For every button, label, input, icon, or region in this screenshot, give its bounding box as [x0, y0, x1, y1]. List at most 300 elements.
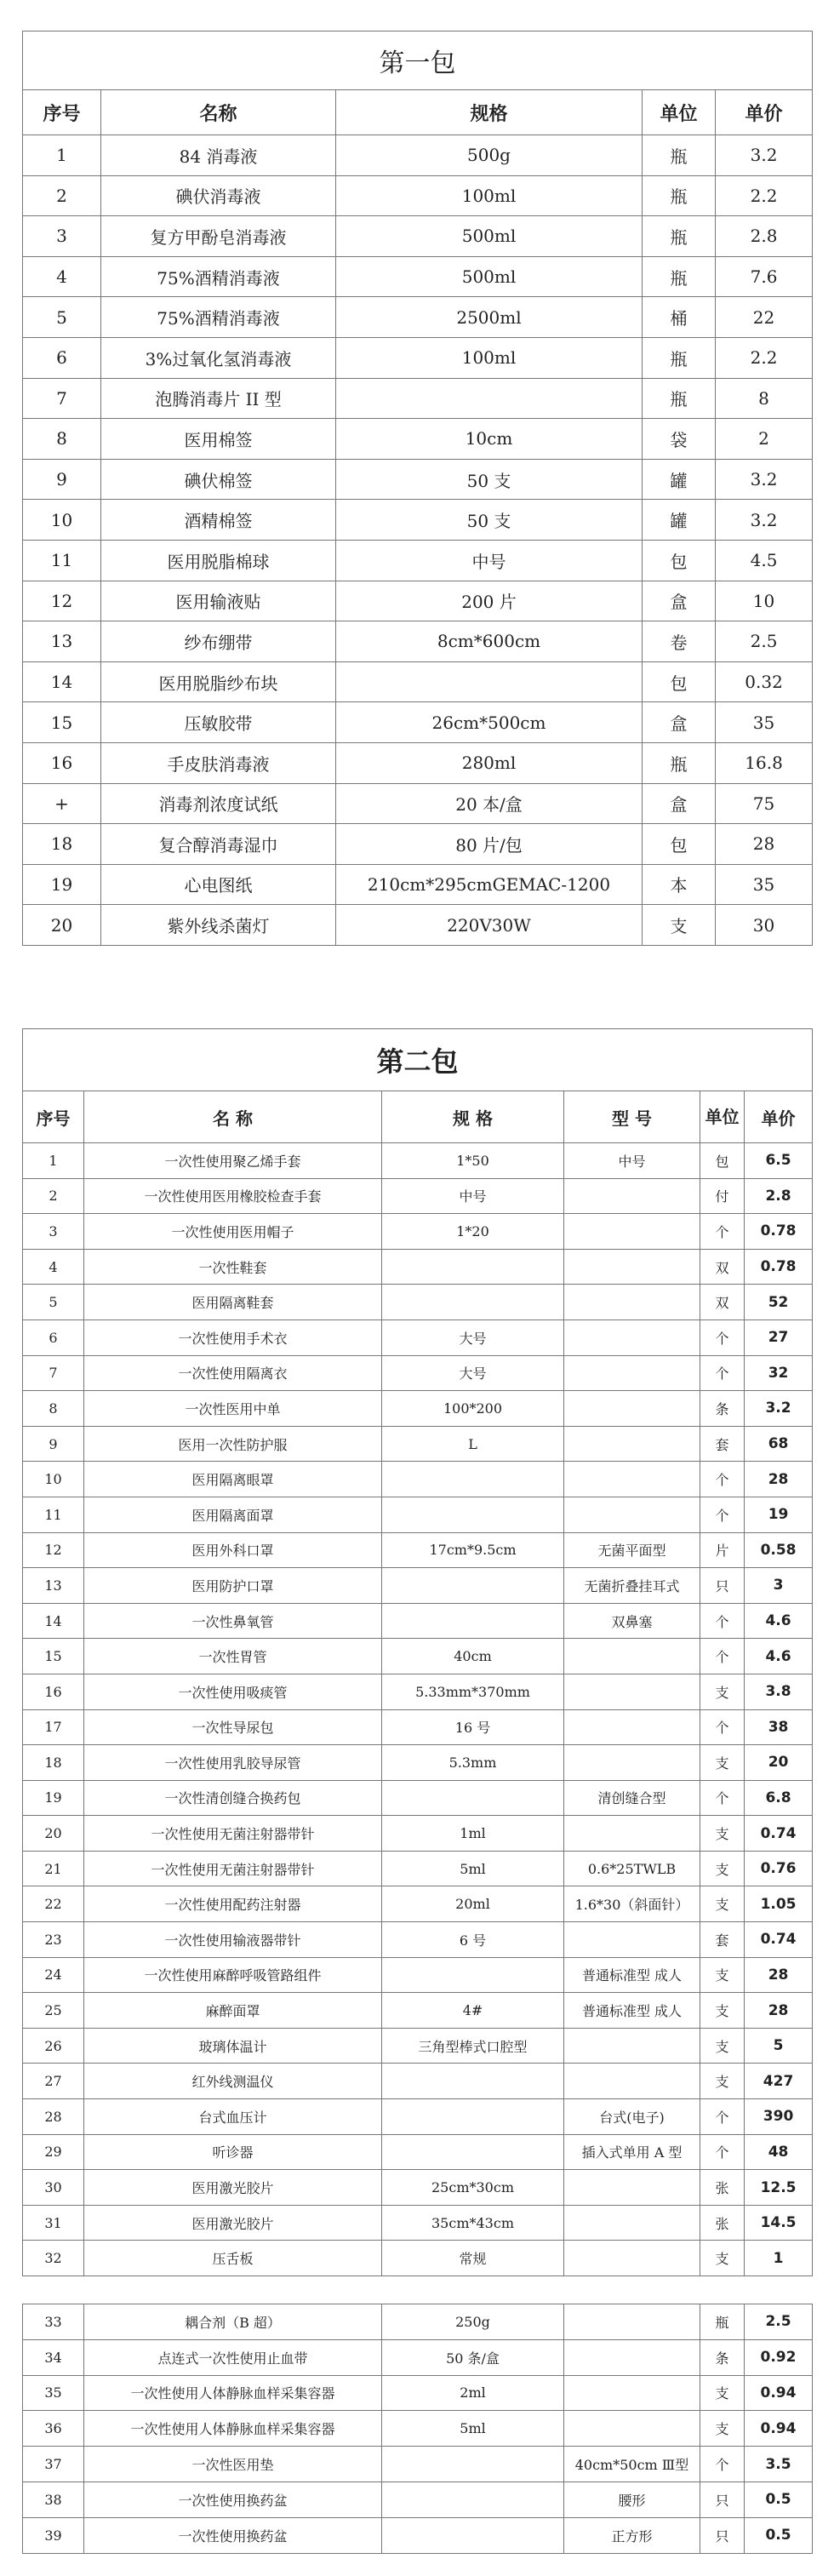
cell-spec: 17cm*9.5cm	[382, 1532, 564, 1568]
cell-name: 酒精棉签	[101, 500, 336, 541]
cell-unit: 支	[700, 1745, 745, 1781]
package2-table	[22, 1028, 813, 2276]
table-row	[23, 2304, 813, 2340]
cell-spec: 40cm	[382, 1639, 564, 1674]
cell-name: 红外线测温仪	[84, 2064, 382, 2099]
table-row	[23, 1745, 813, 1781]
cell-name: 一次性使用配药注射器	[84, 1886, 382, 1922]
cell-index: 25	[23, 1993, 84, 2029]
header-model: 型 号	[564, 1091, 700, 1143]
cell-name: 一次性导尿包	[84, 1709, 382, 1745]
cell-price: 0.5	[745, 2517, 813, 2553]
cell-index: 26	[23, 2028, 84, 2064]
table-row	[23, 1143, 813, 1179]
table-row	[23, 742, 813, 783]
cell-price: 3.2	[716, 135, 813, 176]
cell-spec: 4#	[382, 1993, 564, 2029]
cell-index: 16	[23, 1674, 84, 1709]
cell-unit: 个	[700, 1639, 745, 1674]
cell-price: 0.78	[745, 1214, 813, 1250]
cell-unit: 片	[700, 1532, 745, 1568]
cell-price: 6.5	[745, 1143, 813, 1179]
cell-unit: 支	[700, 2375, 745, 2411]
cell-unit: 包	[643, 824, 716, 865]
cell-name: 一次性胃管	[84, 1639, 382, 1674]
cell-name: 医用激光胶片	[84, 2170, 382, 2206]
cell-name: 一次性使用人体静脉血样采集容器	[84, 2411, 382, 2447]
cell-index: 19	[23, 864, 101, 905]
cell-unit: 只	[700, 2482, 745, 2517]
cell-price: 0.76	[745, 1851, 813, 1886]
cell-model	[564, 1285, 700, 1320]
cell-model	[564, 1497, 700, 1532]
table-row	[23, 459, 813, 500]
cell-spec: 25cm*30cm	[382, 2170, 564, 2206]
cell-name: 医用隔离鞋套	[84, 1285, 382, 1320]
cell-unit: 瓶	[643, 175, 716, 216]
cell-index: 3	[23, 216, 101, 257]
cell-unit: 个	[700, 1462, 745, 1497]
cell-spec: 250g	[382, 2304, 564, 2340]
cell-spec: 100ml	[336, 175, 643, 216]
cell-index: 23	[23, 1922, 84, 1958]
cell-name: 医用外科口罩	[84, 1532, 382, 1568]
cell-spec: 5.3mm	[382, 1745, 564, 1781]
cell-price: 3.2	[745, 1391, 813, 1427]
cell-model	[564, 1709, 700, 1745]
cell-price: 390	[745, 2099, 813, 2135]
cell-model	[564, 2241, 700, 2276]
cell-price: 4.5	[716, 540, 813, 581]
cell-spec: 500g	[336, 135, 643, 176]
cell-spec	[382, 1249, 564, 1285]
cell-price: 6.8	[745, 1780, 813, 1816]
cell-name: 一次性使用换药盆	[84, 2482, 382, 2517]
cell-price: 28	[716, 824, 813, 865]
cell-model	[564, 1462, 700, 1497]
cell-price: 28	[745, 1957, 813, 1993]
cell-name: 手皮肤消毒液	[101, 742, 336, 783]
cell-unit: 张	[700, 2170, 745, 2206]
cell-index: 31	[23, 2205, 84, 2241]
cell-index: 12	[23, 1532, 84, 1568]
cell-spec	[382, 1780, 564, 1816]
cell-index: 2	[23, 175, 101, 216]
cell-name: 复方甲酚皂消毒液	[101, 216, 336, 257]
cell-name: 一次性使用医用橡胶检查手套	[84, 1178, 382, 1214]
cell-name: 台式血压计	[84, 2099, 382, 2135]
cell-index: 20	[23, 1816, 84, 1852]
cell-model	[564, 1674, 700, 1709]
cell-model	[564, 2028, 700, 2064]
header-spec: 规 格	[382, 1091, 564, 1143]
cell-index: 3	[23, 1214, 84, 1250]
table-row	[23, 1497, 813, 1532]
cell-index: 30	[23, 2170, 84, 2206]
cell-unit: 桶	[643, 297, 716, 338]
cell-index: 10	[23, 500, 101, 541]
cell-unit: 罐	[643, 500, 716, 541]
cell-spec: 8cm*600cm	[336, 621, 643, 662]
table-row	[23, 135, 813, 176]
cell-model	[564, 1426, 700, 1462]
cell-name: 医用防护口罩	[84, 1568, 382, 1604]
table-row	[23, 1780, 813, 1816]
header-name: 名称	[101, 90, 336, 135]
cell-model: 中号	[564, 1143, 700, 1179]
cell-name: 医用一次性防护服	[84, 1426, 382, 1462]
cell-price: 1	[745, 2241, 813, 2276]
cell-index: 29	[23, 2134, 84, 2170]
cell-model: 台式(电子)	[564, 2099, 700, 2135]
cell-price: 2.5	[716, 621, 813, 662]
table-row	[23, 2411, 813, 2447]
cell-unit: 支	[700, 1993, 745, 2029]
cell-price: 22	[716, 297, 813, 338]
cell-unit: 个	[700, 1497, 745, 1532]
cell-spec: 1*20	[382, 1214, 564, 1250]
table-row	[23, 621, 813, 662]
cell-price: 0.5	[745, 2482, 813, 2517]
cell-name: 点连式一次性使用止血带	[84, 2339, 382, 2375]
cell-name: 一次性使用无菌注射器带针	[84, 1851, 382, 1886]
cell-spec: 三角型棒式口腔型	[382, 2028, 564, 2064]
header-price: 单价	[716, 90, 813, 135]
cell-model	[564, 1391, 700, 1427]
cell-name: 一次性使用输液器带针	[84, 1922, 382, 1958]
cell-spec: 2500ml	[336, 297, 643, 338]
cell-name: 一次性使用换药盆	[84, 2517, 382, 2553]
cell-name: 84 消毒液	[101, 135, 336, 176]
cell-spec: 210cm*295cmGEMAC-1200	[336, 864, 643, 905]
cell-unit: 包	[643, 540, 716, 581]
cell-price: 68	[745, 1426, 813, 1462]
cell-price: 0.32	[716, 661, 813, 702]
cell-index: 2	[23, 1178, 84, 1214]
cell-unit: 付	[700, 1178, 745, 1214]
cell-spec	[382, 2517, 564, 2553]
cell-index: 22	[23, 1886, 84, 1922]
table-row	[23, 1816, 813, 1852]
cell-price: 0.74	[745, 1816, 813, 1852]
cell-price: 48	[745, 2134, 813, 2170]
table-row	[23, 1178, 813, 1214]
cell-model	[564, 1319, 700, 1355]
cell-name: 医用棉签	[101, 419, 336, 460]
cell-spec	[382, 2134, 564, 2170]
cell-index: 10	[23, 1462, 84, 1497]
cell-index: 13	[23, 1568, 84, 1604]
cell-name: 泡腾消毒片 II 型	[101, 378, 336, 419]
cell-spec: 5ml	[382, 2411, 564, 2447]
cell-price: 0.94	[745, 2411, 813, 2447]
cell-price: 3.2	[716, 459, 813, 500]
cell-spec	[382, 1957, 564, 1993]
table-row	[23, 1603, 813, 1639]
cell-model	[564, 1178, 700, 1214]
cell-model	[564, 1639, 700, 1674]
cell-spec: 5.33mm*370mm	[382, 1674, 564, 1709]
cell-price: 1.05	[745, 1886, 813, 1922]
cell-model: 双鼻塞	[564, 1603, 700, 1639]
table-row	[23, 1674, 813, 1709]
cell-price: 3.5	[745, 2447, 813, 2482]
cell-unit: 盒	[643, 783, 716, 824]
cell-name: 玻璃体温计	[84, 2028, 382, 2064]
cell-index: 12	[23, 581, 101, 621]
cell-unit: 支	[700, 2064, 745, 2099]
cell-name: 碘伏棉签	[101, 459, 336, 500]
cell-spec: L	[382, 1426, 564, 1462]
cell-name: 一次性清创缝合换药包	[84, 1780, 382, 1816]
cell-price: 4.6	[745, 1603, 813, 1639]
cell-unit: 罐	[643, 459, 716, 500]
table-row	[23, 1886, 813, 1922]
table-row	[23, 2064, 813, 2099]
cell-index: 18	[23, 824, 101, 865]
cell-name: 一次性使用麻醉呼吸管路组件	[84, 1957, 382, 1993]
cell-unit: 条	[700, 2339, 745, 2375]
cell-name: 75%酒精消毒液	[101, 297, 336, 338]
cell-price: 10	[716, 581, 813, 621]
package1-title: 第一包	[23, 31, 813, 90]
cell-spec	[382, 1603, 564, 1639]
cell-name: 一次性鼻氧管	[84, 1603, 382, 1639]
cell-spec: 1*50	[382, 1143, 564, 1179]
cell-spec: 20ml	[382, 1886, 564, 1922]
table-row	[23, 500, 813, 541]
cell-name: 医用激光胶片	[84, 2205, 382, 2241]
cell-spec	[382, 2482, 564, 2517]
cell-unit: 个	[700, 1355, 745, 1391]
cell-name: 一次性使用隔离衣	[84, 1355, 382, 1391]
cell-spec	[336, 661, 643, 702]
package1-table	[22, 31, 813, 946]
table-row	[23, 297, 813, 338]
cell-index: 15	[23, 702, 101, 743]
cell-price: 27	[745, 1319, 813, 1355]
cell-price: 8	[716, 378, 813, 419]
cell-index: +	[23, 783, 101, 824]
cell-unit: 张	[700, 2205, 745, 2241]
cell-unit: 个	[700, 2447, 745, 2482]
cell-price: 0.58	[745, 1532, 813, 1568]
cell-price: 35	[716, 702, 813, 743]
cell-index: 16	[23, 742, 101, 783]
cell-spec: 大号	[382, 1355, 564, 1391]
cell-name: 医用输液贴	[101, 581, 336, 621]
cell-unit: 个	[700, 2134, 745, 2170]
table-row	[23, 702, 813, 743]
cell-index: 11	[23, 540, 101, 581]
cell-index: 11	[23, 1497, 84, 1532]
cell-spec: 50 条/盒	[382, 2339, 564, 2375]
cell-unit: 个	[700, 1780, 745, 1816]
cell-spec	[382, 2099, 564, 2135]
cell-model: 腰形	[564, 2482, 700, 2517]
cell-unit: 包	[643, 661, 716, 702]
cell-unit: 个	[700, 1319, 745, 1355]
cell-index: 9	[23, 459, 101, 500]
cell-index: 27	[23, 2064, 84, 2099]
cell-price: 427	[745, 2064, 813, 2099]
cell-spec: 中号	[336, 540, 643, 581]
cell-model	[564, 1355, 700, 1391]
cell-price: 30	[716, 905, 813, 946]
cell-spec: 16 号	[382, 1709, 564, 1745]
cell-name: 麻醉面罩	[84, 1993, 382, 2029]
table-row	[23, 1355, 813, 1391]
cell-index: 34	[23, 2339, 84, 2375]
cell-spec: 500ml	[336, 216, 643, 257]
cell-price: 3	[745, 1568, 813, 1604]
cell-price: 38	[745, 1709, 813, 1745]
cell-spec: 20 本/盒	[336, 783, 643, 824]
cell-model	[564, 2411, 700, 2447]
cell-name: 纱布绷带	[101, 621, 336, 662]
cell-spec	[336, 378, 643, 419]
cell-unit: 瓶	[643, 135, 716, 176]
cell-name: 心电图纸	[101, 864, 336, 905]
table-row	[23, 1285, 813, 1320]
table-row	[23, 256, 813, 297]
table-row	[23, 337, 813, 378]
cell-price: 52	[745, 1285, 813, 1320]
header-unit: 单位	[700, 1091, 745, 1143]
table-row	[23, 1319, 813, 1355]
header-unit: 单位	[643, 90, 716, 135]
cell-spec: 220V30W	[336, 905, 643, 946]
cell-name: 一次性使用人体静脉血样采集容器	[84, 2375, 382, 2411]
cell-price: 7.6	[716, 256, 813, 297]
table-row	[23, 1532, 813, 1568]
cell-model	[564, 1214, 700, 1250]
cell-spec	[382, 1568, 564, 1604]
cell-model	[564, 2064, 700, 2099]
cell-spec: 80 片/包	[336, 824, 643, 865]
table-row	[23, 1462, 813, 1497]
cell-price: 2.2	[716, 337, 813, 378]
cell-price: 16.8	[716, 742, 813, 783]
table-row	[23, 540, 813, 581]
cell-index: 21	[23, 1851, 84, 1886]
cell-spec	[382, 2064, 564, 2099]
cell-index: 38	[23, 2482, 84, 2517]
cell-model	[564, 1816, 700, 1852]
cell-model	[564, 2205, 700, 2241]
cell-spec	[382, 1462, 564, 1497]
cell-unit: 双	[700, 1285, 745, 1320]
table-row	[23, 2134, 813, 2170]
cell-name: 一次性鞋套	[84, 1249, 382, 1285]
cell-unit: 个	[700, 1214, 745, 1250]
table-row	[23, 2447, 813, 2482]
cell-name: 一次性使用乳胶导尿管	[84, 1745, 382, 1781]
cell-index: 15	[23, 1639, 84, 1674]
table-row	[23, 378, 813, 419]
table-row	[23, 783, 813, 824]
cell-index: 37	[23, 2447, 84, 2482]
table-row	[23, 1214, 813, 1250]
cell-spec: 100ml	[336, 337, 643, 378]
cell-name: 医用脱脂棉球	[101, 540, 336, 581]
cell-price: 20	[745, 1745, 813, 1781]
cell-model: 清创缝合型	[564, 1780, 700, 1816]
cell-model	[564, 1922, 700, 1958]
table-row	[23, 2375, 813, 2411]
cell-spec	[382, 1285, 564, 1320]
cell-model: 无菌折叠挂耳式	[564, 1568, 700, 1604]
cell-index: 5	[23, 297, 101, 338]
cell-model: 正方形	[564, 2517, 700, 2553]
cell-price: 19	[745, 1497, 813, 1532]
cell-index: 6	[23, 337, 101, 378]
cell-model: 0.6*25TWLB	[564, 1851, 700, 1886]
cell-unit: 支	[700, 1957, 745, 1993]
cell-index: 8	[23, 419, 101, 460]
cell-unit: 卷	[643, 621, 716, 662]
cell-name: 紫外线杀菌灯	[101, 905, 336, 946]
cell-name: 一次性使用医用帽子	[84, 1214, 382, 1250]
cell-unit: 只	[700, 1568, 745, 1604]
cell-name: 消毒剂浓度试纸	[101, 783, 336, 824]
cell-unit: 支	[700, 1851, 745, 1886]
cell-price: 2.2	[716, 175, 813, 216]
table-row	[23, 2028, 813, 2064]
cell-model	[564, 2170, 700, 2206]
cell-unit: 瓶	[643, 337, 716, 378]
table-row	[23, 2482, 813, 2517]
header-spec: 规格	[336, 90, 643, 135]
cell-unit: 支	[643, 905, 716, 946]
cell-unit: 支	[700, 2411, 745, 2447]
cell-price: 4.6	[745, 1639, 813, 1674]
cell-index: 4	[23, 1249, 84, 1285]
cell-price: 0.74	[745, 1922, 813, 1958]
table-row	[23, 1426, 813, 1462]
table-row	[23, 1957, 813, 1993]
cell-spec: 5ml	[382, 1851, 564, 1886]
table-row	[23, 2099, 813, 2135]
cell-unit: 盒	[643, 702, 716, 743]
cell-unit: 套	[700, 1426, 745, 1462]
table-row	[23, 1391, 813, 1427]
cell-index: 1	[23, 1143, 84, 1179]
cell-spec	[382, 2447, 564, 2482]
cell-name: 一次性医用中单	[84, 1391, 382, 1427]
cell-price: 2	[716, 419, 813, 460]
cell-unit: 瓶	[643, 256, 716, 297]
table-row	[23, 824, 813, 865]
cell-index: 4	[23, 256, 101, 297]
cell-price: 14.5	[745, 2205, 813, 2241]
cell-index: 35	[23, 2375, 84, 2411]
cell-model: 40cm*50cm Ⅲ型	[564, 2447, 700, 2482]
table-row	[23, 2170, 813, 2206]
cell-index: 8	[23, 1391, 84, 1427]
cell-index: 7	[23, 1355, 84, 1391]
cell-unit: 个	[700, 1603, 745, 1639]
table-row	[23, 1993, 813, 2029]
cell-index: 1	[23, 135, 101, 176]
table-row	[23, 661, 813, 702]
cell-price: 2.5	[745, 2304, 813, 2340]
cell-unit: 支	[700, 1674, 745, 1709]
cell-spec: 1ml	[382, 1816, 564, 1852]
cell-index: 32	[23, 2241, 84, 2276]
cell-price: 5	[745, 2028, 813, 2064]
cell-index: 28	[23, 2099, 84, 2135]
